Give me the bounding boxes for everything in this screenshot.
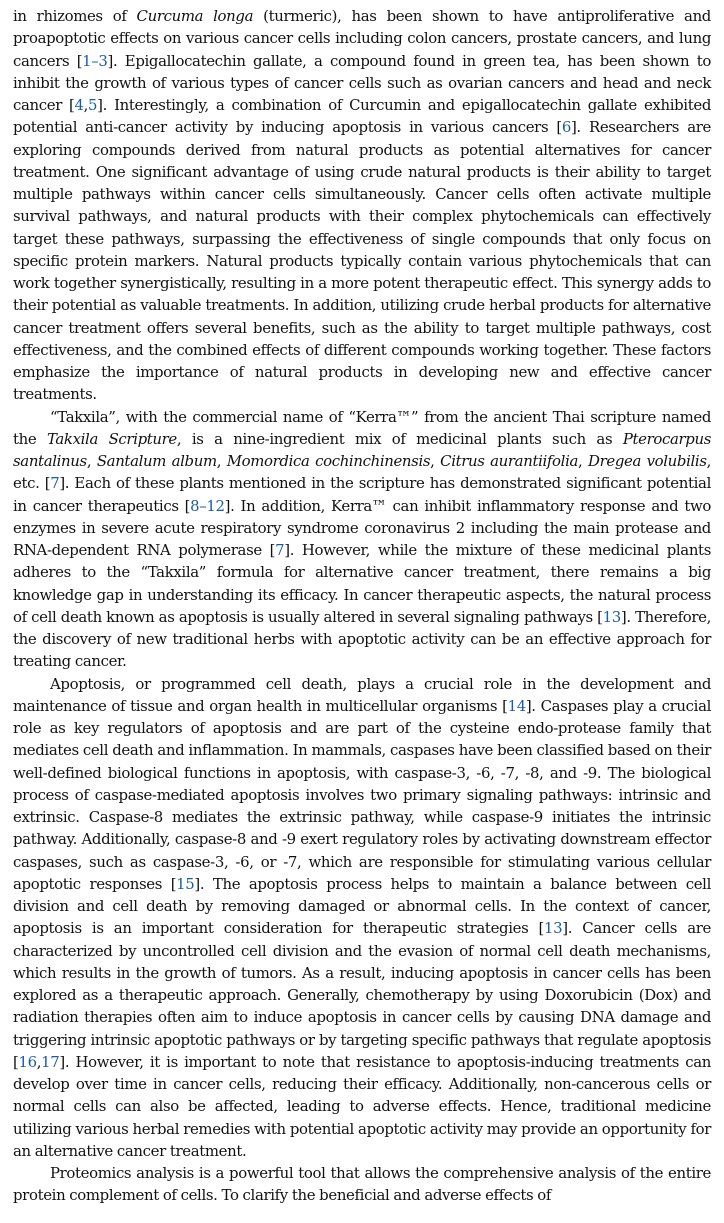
citation-link[interactable]: 13 — [602, 607, 621, 626]
text-run: ]. Therefore, the discovery of new traditional herbs with apoptotic activity can be an effective approach for treating cancer. — [13, 607, 711, 671]
citation-link[interactable]: 6 — [561, 118, 571, 137]
paragraph-takxila — [13, 406, 711, 673]
italic-term: Dregea volubilis — [588, 452, 707, 470]
citation-link[interactable]: 16 — [18, 1052, 37, 1071]
italic-term: Takxila Scripture — [46, 429, 177, 448]
text-run: ]. Cancer cells are characterized by uncontrolled cell division and the evasion of normal cell death mechanisms, which results in the growth of tumors. As a result, inducing apoptosis in cancer cells has been explored as a therapeutic approach. Generally, chemotherapy by using Doxorubicin (Dox) and radiation therapies often aim to induce apoptosis in cancer cells by causing DNA damage and triggering intrinsic apoptotic pathways or by targeting specific pathways that regulate apoptosis [ — [13, 919, 711, 1071]
citation-link[interactable]: 17 — [41, 1052, 60, 1071]
italic-term: Curcuma longa — [136, 7, 254, 25]
citation-link[interactable]: 15 — [176, 874, 195, 893]
citation-link[interactable]: 1–3 — [82, 51, 108, 70]
text-run: (turmeric), has been shown to have antiproliferative and proapoptotic effects on various cancer cells including colon cancers, prostate cancers, and lung cancers [ — [13, 7, 711, 70]
text-run: ]. However, while the mixture of these medicinal plants adheres to the “Takxila” formula for alternative cancer treatment, there remains a big knowledge gap in understanding its efficacy. In cancer therapeutic aspects, the natural process of cell death known as apoptosis is usually altered in several signaling pathways [ — [13, 541, 711, 626]
text-run: ]. Caspases play a crucial role as key regulators of apoptosis and are part of the cysteine endo-protease family that mediates cell death and inflammation. In mammals, caspases have been classified based on their well-defined biological functions in apoptosis, with caspase-3, -6, -7, -8, and -9. The biological process of caspase-mediated apoptosis involves two primary signaling pathways: intrinsic and extrinsic. Caspase-8 mediates the extrinsic pathway, while caspase-9 initiates the intrinsic pathway. Additionally, caspase-8 and -9 exert regulatory roles by activating downstream effector caspases, such as caspase-3, -6, or -7, which are responsible for stimulating various cellular apoptotic responses [ — [13, 696, 712, 893]
text-run: ]. However, it is important to note that resistance to apoptosis-inducing treatments can develop over time in cancer cells, reducing their efficacy. Additionally, non-cancerous cells or normal cells can also be affected, leading to adverse effects. Hence, traditional medicine utilizing various herbal remedies with potential apoptotic activity may provide an opportunity for an alternative cancer treatment. — [13, 1052, 711, 1160]
text-run: “Takxila”, with the commercial name of “Kerra™” from the ancient Thai scripture named the — [13, 407, 711, 448]
citation-link[interactable]: 7 — [50, 474, 60, 493]
text-run: , — [216, 452, 227, 470]
citation-link[interactable]: 7 — [275, 541, 285, 559]
text-run: ]. In addition, Kerra™ can inhibit inflammatory response and two enzymes in severe acute respiratory syndrome coronavirus 2 including the main protease and RNA-dependent RNA polymerase [ — [13, 496, 711, 559]
text-run: , — [578, 452, 589, 470]
text-run: ]. Each of these plants mentioned in the scripture has demonstrated significant potential in cancer therapeutics [ — [13, 474, 711, 515]
text-run: Apoptosis, or programmed cell death, plays a crucial role in the development and maintenance of tissue and organ health in multicellular organisms [ — [13, 674, 711, 715]
text-run: in rhizomes of — [13, 7, 137, 25]
text-run: , — [430, 452, 441, 470]
paragraph-natural-products — [13, 5, 711, 406]
text-run: ]. Interestingly, a combination of Curcumin and epigallocatechin gallate exhibited potential anti-cancer activity by inducing apoptosis in various cancers [ — [13, 96, 711, 137]
citation-link[interactable]: 14 — [507, 696, 526, 715]
italic-term: Citrus aurantiifolia — [440, 452, 579, 470]
italic-term: Momordica cochinchinensis — [226, 452, 431, 470]
text-run: ]. Epigallocatechin gallate, a compound found in green tea, has been shown to inhibit the growth of various types of cancer cells such as ovarian cancers and head and neck cancer [ — [13, 51, 711, 114]
text-run: , etc. [ — [13, 452, 712, 493]
text-run: ]. The apoptosis process helps to maintain a balance between cell division and cell death by removing damaged or abnormal cells. In the context of cancer, apoptosis is an important consideration for therapeutic strategies [ — [13, 874, 712, 938]
citation-link[interactable]: 13 — [544, 919, 563, 938]
text-run: , is a nine-ingredient mix of medicinal plants such as — [176, 429, 623, 448]
citation-link[interactable]: 4 — [74, 96, 84, 114]
italic-term: Pterocarpus santalinus — [13, 429, 711, 470]
text-run: Proteomics analysis is a powerful tool that allows the comprehensive analysis of the entire protein complement of cells. To clarify the beneficial and adverse effects of — [13, 1164, 711, 1205]
paragraph-apoptosis — [13, 673, 711, 1163]
paragraph-proteomics — [13, 1162, 711, 1207]
text-run: , — [86, 452, 97, 470]
text-run: ]. Researchers are exploring compounds derived from natural products as potential alternatives for cancer treatment. One significant advantage of using crude natural products is their ability to target multiple pathways within cancer cells simultaneously. Cancer cells often activate multiple survival pathways, and natural products with their complex phytochemicals can effectively target these pathways, surpassing the effectiveness of single compounds that only focus on specific protein markers. Natural products typically contain various phytochemicals that can work together synergistically, resulting in a more potent therapeutic effect. This synergy adds to their potential as valuable treatments. In addition, utilizing crude herbal products for alternative cancer treatment offers several benefits, such as the ability to target multiple pathways, cost effectiveness, and the combined effects of different compounds working together. These factors emphasize the importance of natural products in developing new and effective cancer treatments. — [13, 118, 711, 404]
citation-link[interactable]: 5 — [88, 96, 98, 114]
text-run: , — [83, 96, 89, 114]
italic-term: Santalum album — [96, 452, 217, 470]
text-run: , — [36, 1052, 42, 1071]
citation-link[interactable]: 8–12 — [190, 496, 225, 515]
